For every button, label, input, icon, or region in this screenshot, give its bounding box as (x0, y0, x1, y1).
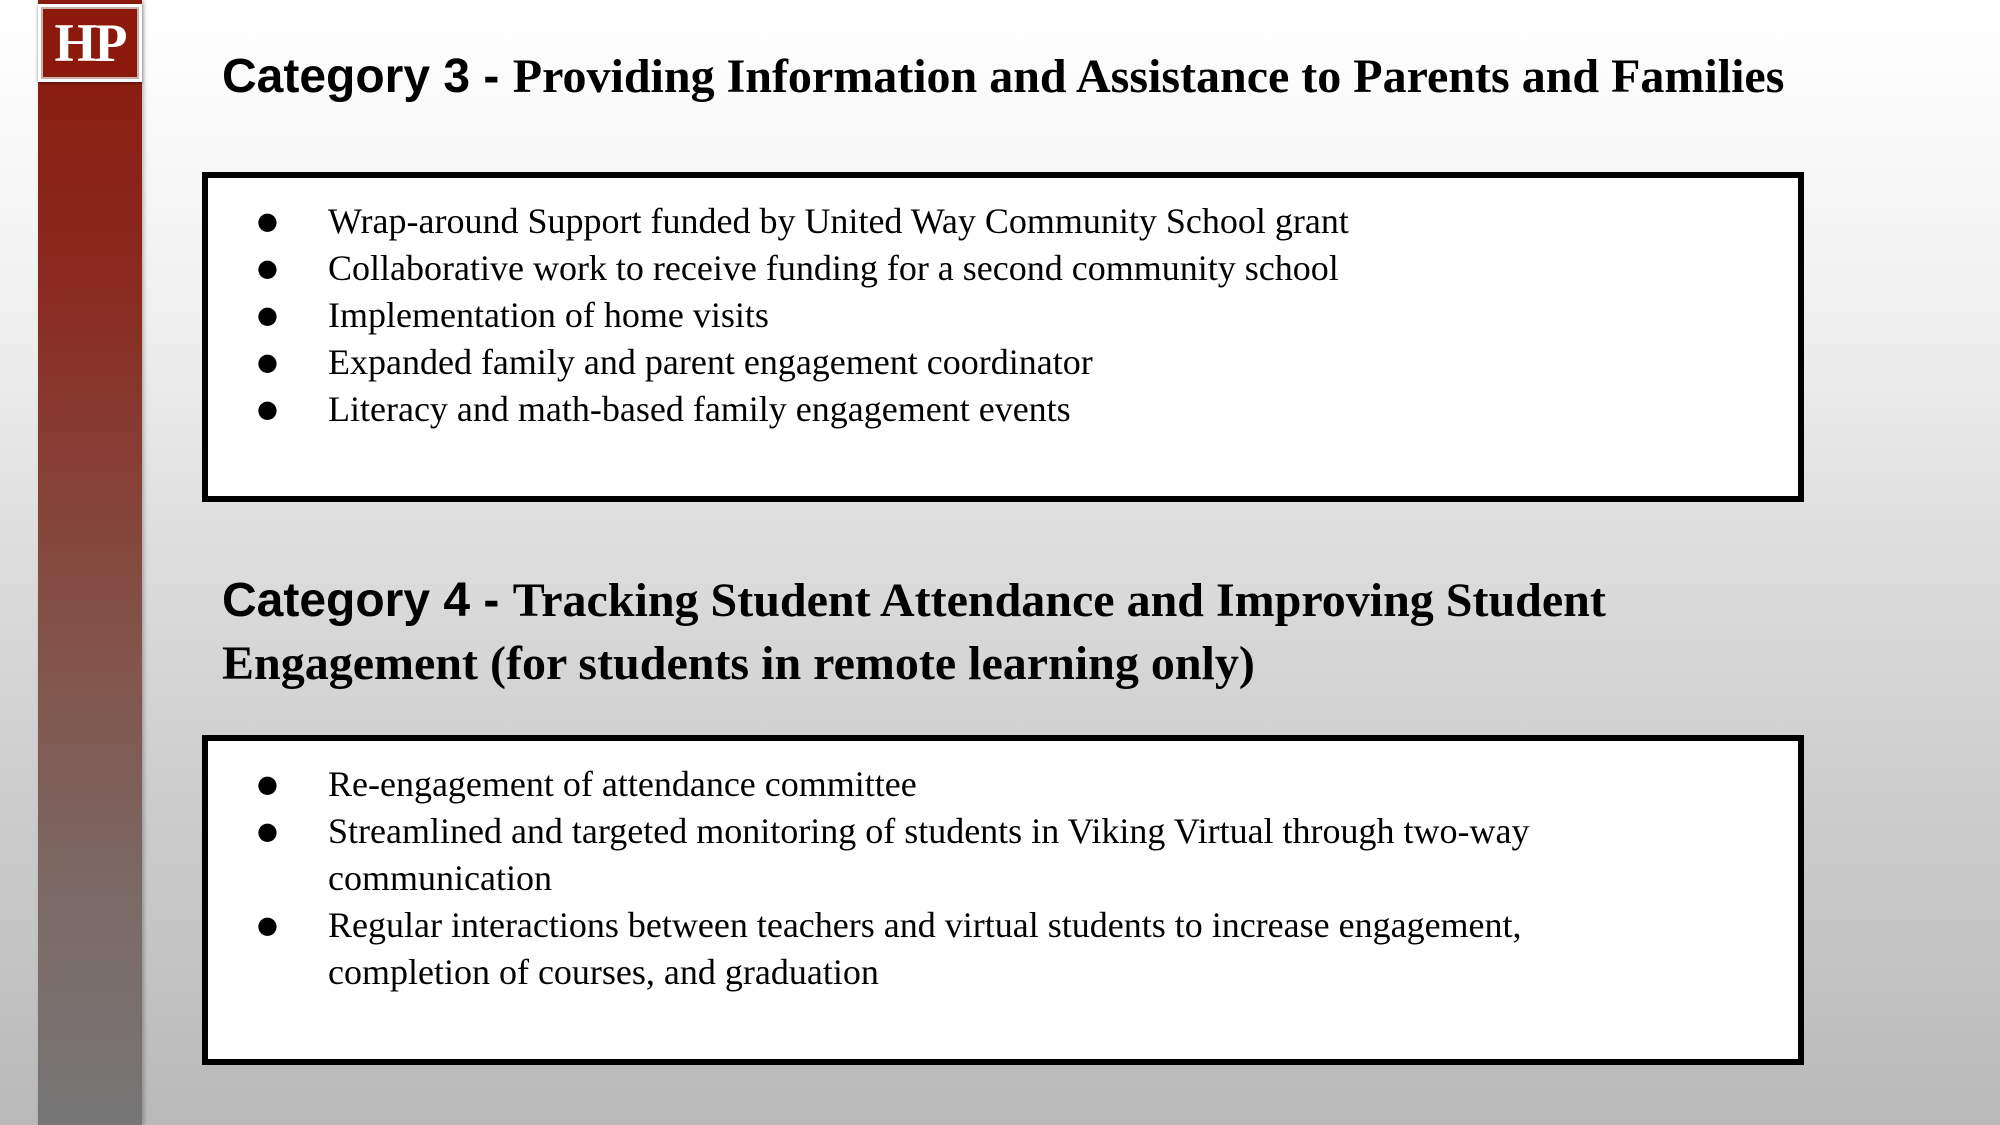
category-3-box (202, 172, 1804, 502)
list-item (208, 808, 1798, 902)
bullet-icon: ● (257, 301, 278, 329)
bullet-icon: ● (257, 254, 278, 282)
hp-logo-badge (41, 7, 139, 79)
list-item-text: Collaborative work to receive funding for a second community school (328, 248, 1339, 288)
hp-logo-text: HP (54, 13, 126, 73)
list-item (208, 198, 1798, 245)
side-accent-bar (38, 0, 142, 1125)
list-item-text: Regular interactions between teachers and virtual students to increase engagement, completion of courses, and graduation (328, 905, 1522, 992)
list-item (208, 386, 1798, 433)
list-item-text: Literacy and math-based family engagement events (328, 389, 1071, 429)
list-item (208, 902, 1798, 996)
category-4-list (208, 761, 1798, 996)
list-item-text: Re-engagement of attendance committee (328, 764, 917, 804)
hp-logo (38, 4, 142, 82)
list-item (208, 292, 1798, 339)
category-4-label: Category 4 - (222, 574, 513, 627)
bullet-icon: ● (257, 770, 278, 798)
category-3-label: Category 3 - (222, 50, 513, 103)
list-item (208, 339, 1798, 386)
category-3-title: Providing Information and Assistance to Parents and Families (512, 50, 1785, 103)
category-4-box (202, 735, 1804, 1065)
bullet-icon: ● (257, 911, 278, 939)
list-item-text: Wrap-around Support funded by United Way Community School grant (328, 201, 1349, 241)
category-4-heading (222, 569, 1782, 695)
bullet-icon: ● (257, 817, 278, 845)
category-4-title: Tracking Student Attendance and Improving Student Engagement (for students in remote learning only) (222, 574, 1606, 690)
list-item-text: Expanded family and parent engagement coordinator (328, 342, 1093, 382)
bullet-icon: ● (257, 207, 278, 235)
list-item-text: Streamlined and targeted monitoring of students in Viking Virtual through two-way communication (328, 811, 1530, 898)
bullet-icon: ● (257, 348, 278, 376)
category-3-heading (222, 45, 1922, 108)
list-item (208, 245, 1798, 292)
list-item (208, 761, 1798, 808)
bullet-icon: ● (257, 395, 278, 423)
category-3-list (208, 198, 1798, 433)
list-item-text: Implementation of home visits (328, 295, 769, 335)
